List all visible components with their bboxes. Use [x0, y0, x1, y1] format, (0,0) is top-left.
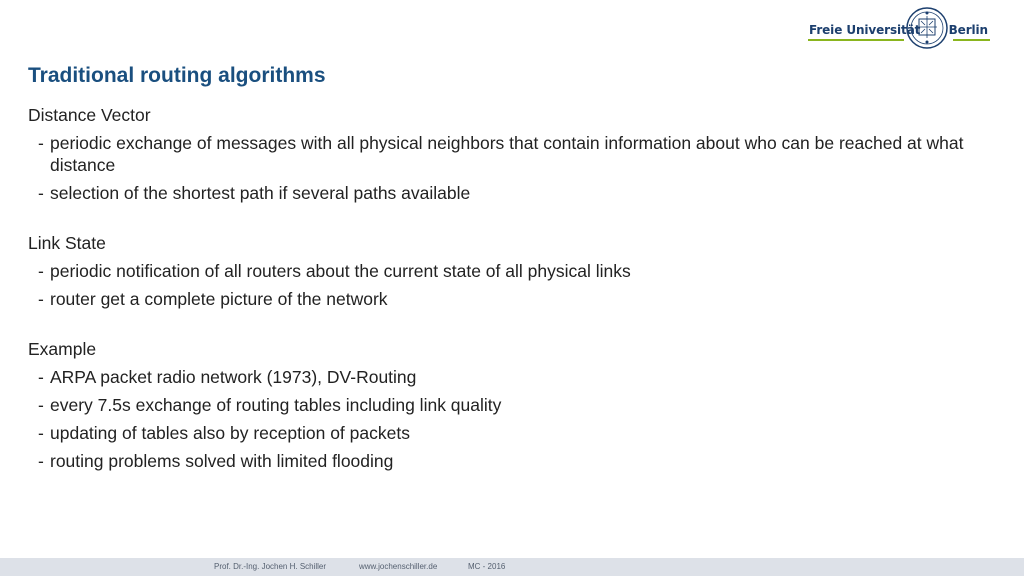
bullet-marker: - — [38, 261, 44, 281]
bullet-item — [28, 366, 998, 388]
bullet-list — [28, 366, 998, 472]
section-heading: Link State — [28, 233, 106, 253]
section-example — [28, 338, 998, 472]
bullet-text: periodic notification of all routers about the current state of all physical links — [50, 261, 631, 281]
bullet-list — [28, 132, 998, 204]
bullet-item — [28, 422, 998, 444]
logo-text-university: Freie Universität — [809, 23, 921, 37]
bullet-text: selection of the shortest path if several paths available — [50, 183, 471, 203]
bullet-item — [28, 450, 998, 472]
section-heading: Distance Vector — [28, 105, 151, 125]
bullet-text: router get a complete picture of the network — [50, 289, 388, 309]
bullet-item — [28, 394, 998, 416]
bullet-marker: - — [38, 367, 44, 387]
footer-bar — [0, 558, 1024, 576]
bullet-item — [28, 288, 998, 310]
logo-green-line-right — [953, 39, 990, 41]
bullet-marker: - — [38, 289, 44, 309]
bullet-item — [28, 132, 998, 176]
bullet-text: every 7.5s exchange of routing tables including link quality — [50, 395, 502, 415]
bullet-list — [28, 260, 998, 310]
slide-content — [28, 104, 998, 500]
logo-green-line-left — [808, 39, 904, 41]
bullet-text: ARPA packet radio network (1973), DV-Routing — [50, 367, 417, 387]
bullet-text: periodic exchange of messages with all physical neighbors that contain information about who can be reached at what distance — [50, 133, 964, 175]
bullet-marker: - — [38, 451, 44, 471]
bullet-marker: - — [38, 133, 44, 153]
bullet-marker: - — [38, 183, 44, 203]
section-heading: Example — [28, 339, 97, 359]
slide-title: Traditional routing algorithms — [28, 64, 326, 87]
footer-url: www.jochenschiller.de — [359, 562, 438, 571]
bullet-marker: - — [38, 423, 44, 443]
university-seal-icon — [905, 4, 949, 52]
bullet-item — [28, 182, 998, 204]
section-link-state — [28, 232, 998, 310]
bullet-item — [28, 260, 998, 282]
footer-author: Prof. Dr.-Ing. Jochen H. Schiller — [214, 562, 327, 571]
bullet-text: routing problems solved with limited flooding — [50, 451, 394, 471]
university-logo — [808, 4, 990, 52]
logo-text-berlin: Berlin — [948, 23, 988, 37]
bullet-text: updating of tables also by reception of packets — [50, 423, 410, 443]
footer-course: MC - 2016 — [468, 562, 506, 571]
bullet-marker: - — [38, 395, 44, 415]
section-distance-vector — [28, 104, 998, 204]
